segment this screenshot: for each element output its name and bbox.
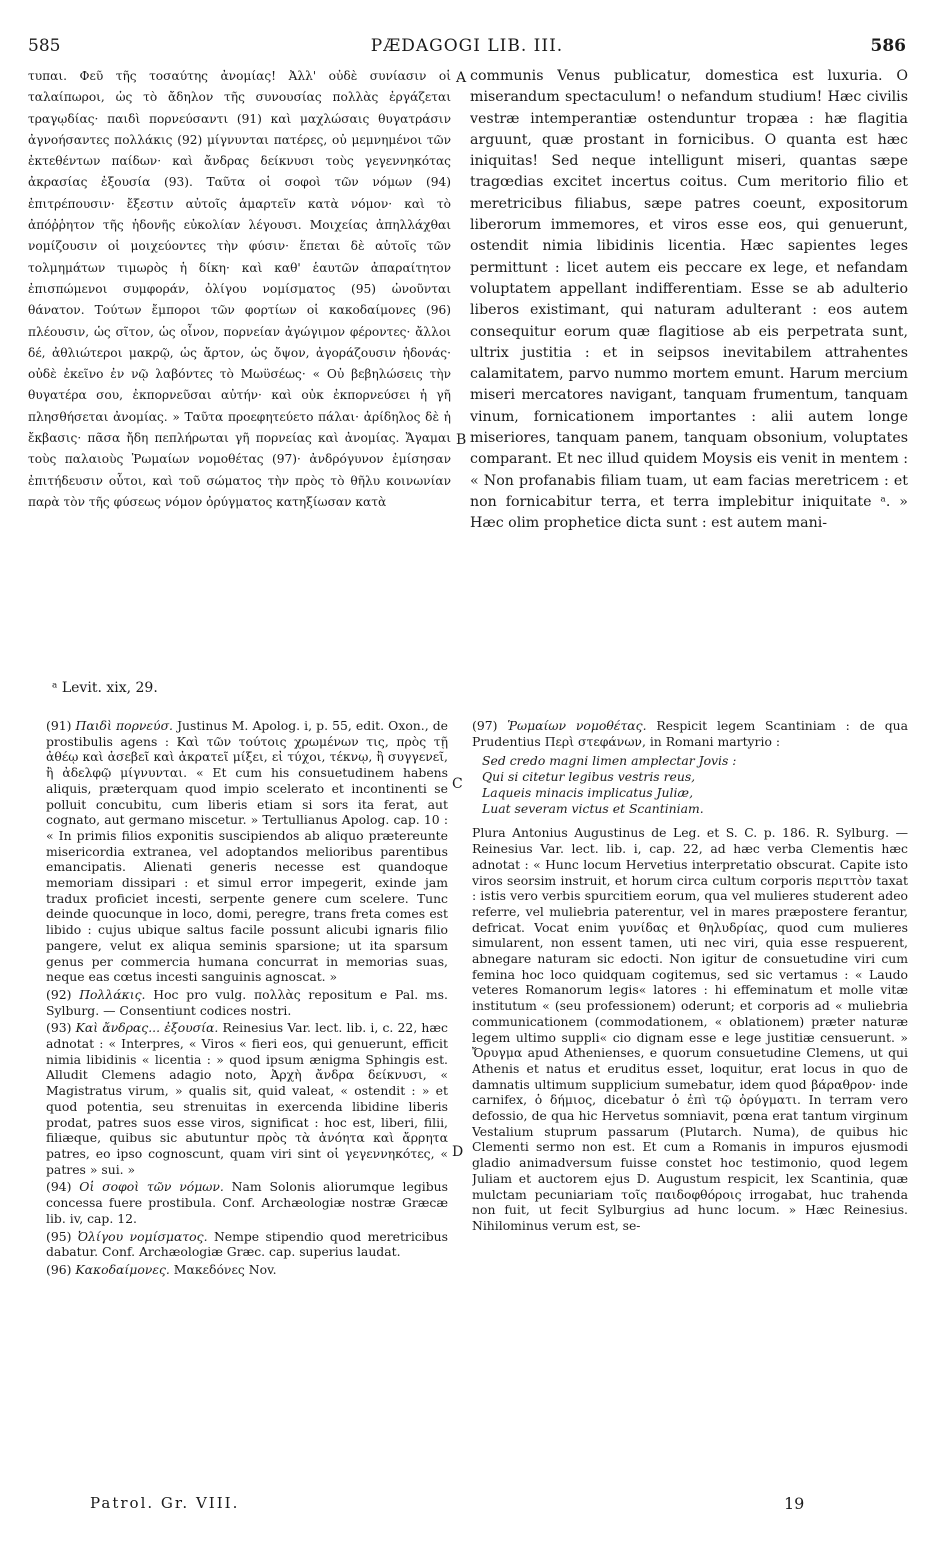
note-lemma: Οἱ σοφοὶ τῶν νόμων. [79,1179,224,1195]
note-text: Justinus M. Apolog. i, p. 55, edit. Oxon., de prostibulis agens : Καὶ τῶν τούτοις χρωμένων τις, πρὸς τῇ ἀθέῳ καὶ ἀσεβεῖ καὶ ἀκρατεῖ μίξει, εἰ τύχοι, τέκνῳ, ἢ συγγενεῖ, ἢ ἀδελφῷ μίγνυνται. « Et cum his consuetudinem habens aliquis, præterquam quod impio scelerato et incontinenti se polluit concubitu, cum liberis etiam si sors ita ferat, aut cognato, aut germano miscetur. » Tertullianus Apolog. cap. 10 : « In primis filios exponitis suscipiendos ab aliquo prætereunte misericordia extranea, vel adoptandos melioribus parentibus emancipatis. Alienati generis necesse est quandoque memoriam dissipari : et simul error impegerit, exinde jam tradux proficiet incesti, serpente genere cum scelere. Tunc deinde quocunque in loco, domi, peregre, trans freta comes est libido : cujus ubique saltus facile possunt alicubi ignaris filio pangere, velut ex aliqua seminis sparsione; ut ita sparsum genus per commercia humana concurrat in memorias suas, neque eas cœtus incesti sanguinis agnoscat. » [46,718,448,985]
greek-paragraph: τυπαι. Φεῦ τῆς τοσαύτης ἀνομίας! Ἀλλ' οὐδὲ συνίασιν οἱ ταλαίπωροι, ὡς τὸ ἄδηλον τῆς συνουσίας πολλὰς ἐργάζεται τραγῳδίας· παιδὶ πορνεύσαντι (91) καὶ μαχλώσαις θυγατράσιν ἀγνοήσαντες πολλάκις (92) μίγνυνται πατέρες, οὐ μεμνημένοι τῶν ἐκτεθέντων παίδων· καὶ ἄνδρας δείκνυσι τοὺς γεγεννηκότας ἀκρασίας ἐξουσία (93). Ταῦτα οἱ σοφοὶ τῶν νόμων (94) ἐπιτρέπουσιν· ἔξεστιν αὐτοῖς ἁμαρτεῖν κατὰ νόμον· καὶ τὸ ἀπόῤῥητον τῆς ἡδονῆς εὐκολίαν λέγουσι. Μοιχείας ἀπηλλάχθαι νομίζουσιν οἱ μοιχεύοντες τὴν φύσιν· ἕπεται δὲ αὐτοῖς τῶν τολμημάτων τιμωρὸς ἡ δίκη· καὶ καθ' ἑαυτῶν ἀπαραίτητον ἐπισπώμενοι συμφοράν, ὀλίγου νομίσματος (95) ὠνοῦνται θάνατον. Τούτων ἔμποροι τῶν φορτίων οἱ κακοδαίμονες (96) πλέουσιν, ὡς σῖτον, ὡς οἶνον, πορνείαν ἀγώγιμον φέροντες· ἄλλοι δέ, ἀθλιώτεροι μακρῷ, ὡς ἄρτον, ὡς ὄψον, ἀγοράζουσιν ἡδονάς· οὐδὲ ἐκεῖνο ἐν νῷ λαβόντες τὸ Μωϋσέως· « Οὐ βεβηλώσεις τὴν θυγατέρα σου, ἐκπορνεῦσαι αὐτήν· καὶ οὐκ ἐκπορνεύσει ἡ γῆ πλησθήσεται ἀνομίας. » Ταῦτα προεφητεύετο πάλαι· ἀρίδηλος δὲ ἡ ἔκβασις· πᾶσα ἤδη πεπλήρωται γῆ πορνείας καὶ ἀνομίας. Ἄγαμαι τοὺς παλαιοὺς Ῥωμαίων νομοθέτας (97)· ἀνδρόγυνον ἐμίσησαν ἐπιτήδευσιν οὗτοι, καὶ τοῦ σώματος τὴν πρὸς τὸ θῆλυ κοινωνίαν παρὰ τὸν τῆς φύσεως νόμον ὀρύγματος κατηξίωσαν κατὰ [28,69,451,509]
note-93 [46,1020,448,1177]
note-text: Μακεδόνες Nov. [169,1261,277,1277]
margin-letter-c: C [452,776,463,792]
page-number-right: 586 [870,36,906,56]
note-lemma: Καὶ ἄνδρας... ἐξουσία. [75,1020,219,1036]
footer-signature: 19 [784,1494,805,1513]
page-number-left: 585 [28,36,61,56]
running-title: PÆDAGOGI LIB. III. [370,36,564,56]
latin-main-text [470,66,908,678]
note-label: (96) [46,1261,72,1277]
footer-volume: Patrol. Gr. VIII. [90,1494,240,1512]
note-94 [46,1179,448,1226]
note-lemma: Πολλάκις. [79,986,146,1002]
note-label: (93) [46,1020,72,1036]
note-97 [472,718,908,749]
note-95 [46,1229,448,1260]
note-lemma: Παιδὶ πορνεύσ. [75,718,173,733]
note-label: (92) [46,986,72,1002]
note-label: (91) [46,718,72,733]
note-97-continuation: Plura Antonius Augustinus de Leg. et S. C. p. 186. R. Sylburg. — Reinesius Var. lect. lib. i, cap. 22, ad hæc verba Clementis hæc adnotat : « Hunc locum Hervetius interpretatio obscurat. Capite isto viros seorsim instruit, et horum circa cultum corporis περιττὸν taxat : istis vero verbis spurcitiem eorum, qua vel mulieres studerent adeo referre, vel muliebria paterentur, vel in mares præpostere ferantur, defricat. Vocat enim γυνίδας et θηλυδρίας, quod cum mulieres simularent, non essent tamen, uti nec viri, quia esse respuerent, abnegare naturam sic edocti. Non igitur de consuetudine viri cum femina hoc loco quidquam cogitemus, sed sic vertamus : « Laudo veteres Romanorum legis« latores : hi effeminatum et molle vitæ institutum « (seu professionem) oderunt; et corporis ad « muliebria communicationem (commodationem, « oblationem) præter naturæ legem ultimo suppli« cio dignam esse e lege justitiæ censuerunt. » Ὄρυγμα apud Athenienses, e quorum consuetudine Clemens, ut qui Athenis et natus et eruditus esset, loquitur, erat locus in quo de damnatis ultimum supplicium sumebatur, idem quod βάραθρον· inde carnifex, ὁ δήμιος, dicebatur ὁ ἐπὶ τῷ ὀρύγματι. In terram vero defossio, de qua hic Hervetus somniavit, pœna erat tantum virginum Vestalium stuprum passarum (Plutarch. Numa), de quibus hic Clementi sermo non est. Et cum a Romanis in impuros ejusmodi gladio animadversum fuisse constet hoc testimonio, quod legem Juliam et auctorem ejus D. Augustum respicit, lex Scantinia, quæ mulctam pecuniariam τοῖς παιδοφθόροις irrogabat, huc trahenda non fuit, ut fecit Sylburgius ad hunc locum. » Hæc Reinesius. Nihilominus verum est, se- [472,825,908,1233]
note-text: Hoc pro vulg. πολλὰς repositum e Pal. ms. Sylburg. — Consentiunt codices nostri. [46,986,448,1018]
note-lemma: Κακοδαίμονες. [75,1261,170,1277]
verse-line: Laqueis minacis implicatus Juliæ, [482,785,694,801]
margin-letter-a: A [456,70,467,86]
note-lemma: Ὀλίγου νομίσματος. [77,1228,208,1244]
verse-line: Luat severam victus et Scantiniam. [482,801,704,817]
note-96 [46,1262,448,1278]
page-header [28,36,906,60]
note-lemma: Ῥωμαίων νομοθέτας. [507,718,647,733]
verse-line: Qui si citetur legibus vestris reus, [482,769,696,785]
greek-main-text [28,66,451,678]
verse-quotation [482,753,908,817]
notes-right-column [472,718,908,1490]
note-text: Reinesius Var. lect. lib. i, c. 22, hæc adnotat : « Interpres, « Viros « fieri eos, qui genuerunt, efficit nimia libidinis « licentia : » quod ipsum ænigma Sphingis est. Alludit Clemens adagio noto, Ἀρχὴ ἄνδρα δείκνυσι, « Magistratus virum, » qualis sit, quid valeat, « ostendit : » et quod potentia, seu strenuitas in exercenda libidine liberis prodat, patres suos esse viros, significat : hoc est, liberi, filii, filiæque, quibus sic abutuntur πρὸς τὰ ἀνόητα καὶ ἄρρητα patres, eo ipso cognoscunt, quam viri sint οἱ γεγεννηκότες, « patres » sui. » [46,1020,448,1177]
note-91 [46,718,448,985]
margin-letter-b: B [456,432,467,448]
note-text: Respicit legem Scantiniam : de qua Prudentius Περὶ στεφάνων, in Romani martyrio : [472,718,908,749]
note-label: (97) [472,718,498,733]
note-92 [46,987,448,1018]
margin-letter-d: D [452,1144,464,1160]
verse-line: Sed credo magni limen amplectar Jovis : [482,753,737,769]
latin-paragraph: communis Venus publicatur, domestica est luxuria. O miserandum spectaculum! o nefandum studium! Hæc civilis vestræ intemperantiæ ostenduntur tropæa : hæ flagitia arguunt, quæ prostant in fornicibus. O quanta est hæc iniquitas! Sed neque intelligunt miseri, quantas sæpe tragœdias excitet incertus coitus. Cum meritorio filio et meretricibus filiabus, sæpe patres coeunt, expositorum liberorum immemores, et viros esse eos, qui genuerunt, ostendit nimia libidinis licentia. Hæc sapientes leges permittunt : licet autem eis peccare ex lege, et nefandam voluptatem appellant indifferentiam. Esse se ab adulterio liberos existimant, qui naturam adulterant : eos autem consequitur eorum quæ flagitiose ab eis perpetrata sunt, ultrix justitia : et in seipsos inevitabilem attrahentes calamitatem, parvo nummo mortem emunt. Harum mercium miseri mercatores navigant, tanquam frumentum, tanquam vinum, fornicationem importantes : alii autem longe miseriores, tanquam panem, tanquam obsonium, voluptates comparant. Et nec illud quidem Moysis eis venit in mentem : « Non profanabis filiam tuam, ut eam facias meretricem : et non fornicabitur terra, et terra implebitur iniquitate ᵃ. » Hæc olim prophetice dicta sunt : est autem mani- [470,68,908,532]
footnote-reference: ᵃ Levit. xix, 29. [52,680,158,696]
note-label: (95) [46,1228,72,1244]
notes-left-column [46,718,448,1490]
note-text: Nempe stipendio quod meretricibus dabatur. Conf. Archæologiæ Græc. cap. superius laudat. [46,1228,448,1260]
note-label: (94) [46,1179,72,1195]
note-text: Nam Solonis aliorumque legibus concessa fuere prostibula. Conf. Archæologiæ nostræ Græcæ lib. iv, cap. 12. [46,1179,448,1226]
